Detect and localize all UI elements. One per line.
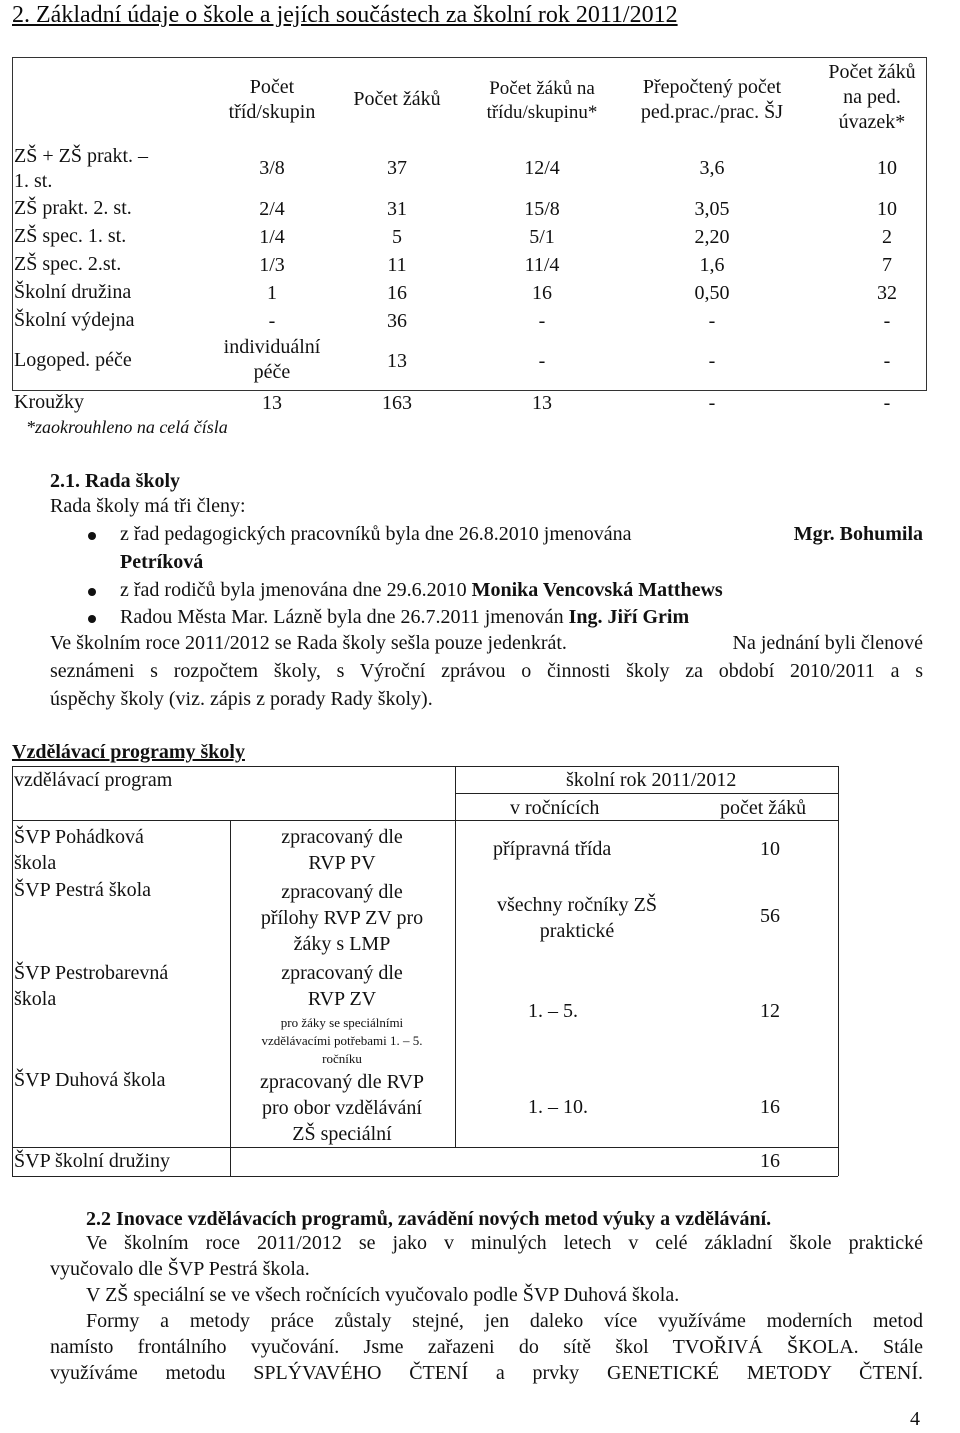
- inovace-line: Ve školním roce 2011/2012 se jako v minulých letech v celé základní škole praktické: [86, 1232, 923, 1254]
- program-count: 56: [760, 905, 780, 927]
- row-label: ZŠ prakt. 2. st.: [14, 197, 132, 219]
- program-count: 10: [760, 838, 780, 860]
- section-heading: 2. Základní údaje o škole a jejích součástech za školní rok 2011/2012: [12, 2, 678, 28]
- cell: 13: [387, 350, 407, 372]
- page-number: 4: [910, 1408, 920, 1430]
- inovace-line: namísto frontálního vyučování. Jsme zařazeni do sítě škol TVOŘIVÁ ŠKOLA. Stále: [50, 1336, 923, 1358]
- cell: 3,05: [694, 198, 730, 220]
- cell: 5: [392, 226, 402, 248]
- cell: -: [883, 350, 891, 372]
- header-pupils-per-class: Počet žáků na třídu/skupinu*: [486, 78, 598, 123]
- cell: 163: [382, 392, 412, 414]
- cell: 3/8: [259, 157, 285, 179]
- cell: -: [708, 350, 716, 372]
- rada-member-1: z řad pedagogických pracovníků byla dne 26.8.2010 jmenována Mgr. Bohumila: [120, 523, 923, 545]
- table-footnote: *zaokrouhleno na celá čísla: [26, 417, 228, 437]
- rada-paragraph-line: Ve školním roce 2011/2012 se Rada školy sešla pouze jedenkrát. Na jednání byli členové: [50, 632, 923, 654]
- header-fte: Přepočtený počet ped.prac./prac. ŠJ: [640, 76, 784, 123]
- rada-paragraph-line: úspěchy školy (viz. zápis z porady Rady školy).: [50, 688, 433, 710]
- cell: individuální péče: [223, 336, 321, 383]
- col-grades: v ročnících: [510, 797, 600, 819]
- program-basis-note: pro žáky se speciálními vzdělávacími potřebami 1. – 5. ročníku: [261, 1015, 423, 1067]
- cell: -: [538, 350, 546, 372]
- cell: 32: [877, 282, 897, 304]
- cell: 12/4: [524, 157, 560, 179]
- cell: 11/4: [524, 254, 560, 276]
- cell: 11: [387, 254, 407, 276]
- cell: -: [708, 310, 716, 332]
- cell: -: [708, 392, 716, 414]
- programs-title: Vzdělávací programy školy: [12, 741, 245, 763]
- row-label: Kroužky: [14, 391, 84, 413]
- cell: 1: [267, 282, 277, 304]
- row-label: Školní výdejna: [14, 309, 135, 331]
- col-program: vzdělávací program: [14, 769, 173, 791]
- cell: 2/4: [259, 198, 285, 220]
- inovace-line: využíváme metodu SPLÝVAVÉHO ČTENÍ a prvky GENETICKÉ METODY ČTENÍ.: [50, 1362, 923, 1384]
- inovace-line: V ZŠ speciální se ve všech ročnících vyučovalo podle ŠVP Duhová škola.: [86, 1284, 680, 1306]
- cell: -: [883, 310, 891, 332]
- program-grades: 1. – 10.: [528, 1096, 588, 1118]
- program-grades: přípravná třída: [493, 838, 612, 860]
- header-classes: Počet tříd/skupin: [228, 76, 316, 123]
- cell: -: [268, 310, 276, 332]
- bullet-icon: [88, 588, 96, 596]
- program-basis: zpracovaný dle přílohy RVP ZV pro žáky s LMP: [260, 881, 424, 955]
- cell: 31: [387, 198, 407, 220]
- row-label: ZŠ spec. 1. st.: [14, 225, 127, 247]
- inovace-line: Formy a metody práce zůstaly stejné, jen daleko více využíváme moderních metod: [86, 1310, 923, 1332]
- rada-title: 2.1. Rada školy: [50, 470, 181, 492]
- bullet-icon: [88, 615, 96, 623]
- rada-paragraph-line: seznámeni s rozpočtem školy, s Výroční zprávou o činnosti školy za období 2010/2011 a s: [50, 660, 923, 682]
- cell: 13: [532, 392, 552, 414]
- program-name: ŠVP Pestrobarevná škola: [14, 962, 169, 1010]
- cell: 15/8: [524, 198, 560, 220]
- cell: 3,6: [699, 157, 725, 179]
- rada-member-2: z řad rodičů byla jmenována dne 29.6.2010 Monika Vencovská Matthews: [120, 579, 723, 601]
- inovace-title: 2.2 Inovace vzdělávacích programů, zavádění nových metod výuky a vzdělávání.: [86, 1208, 772, 1230]
- cell: 1,6: [699, 254, 725, 276]
- cell: 1/4: [259, 226, 285, 248]
- cell: 1/3: [259, 254, 285, 276]
- row-label: Logoped. péče: [14, 349, 132, 371]
- school-stats-table: [12, 57, 927, 441]
- rada-member-1-cont: Petríková: [120, 551, 204, 573]
- cell: 2: [882, 226, 892, 248]
- cell: 37: [387, 157, 407, 179]
- cell: 5/1: [529, 226, 555, 248]
- program-basis: zpracovaný dle RVP PV: [281, 826, 403, 874]
- inovace-line: vyučovalo dle ŠVP Pestrá škola.: [50, 1258, 310, 1280]
- row-label: ZŠ + ZŠ prakt. – 1. st.: [14, 145, 149, 192]
- rada-member-3: Radou Města Mar. Lázně byla dne 26.7.2011 jmenován Ing. Jiří Grim: [120, 606, 690, 628]
- cell: 16: [532, 282, 552, 304]
- cell: 10: [877, 198, 897, 220]
- header-pupils: Počet žáků: [353, 88, 441, 110]
- rada-intro: Rada školy má tři členy:: [50, 495, 246, 517]
- cell: 7: [882, 254, 892, 276]
- cell: 16: [387, 282, 407, 304]
- program-basis: zpracovaný dle RVP ZV: [281, 962, 403, 1010]
- program-grades: 1. – 5.: [528, 1000, 578, 1022]
- cell: 0,50: [694, 282, 730, 304]
- program-name: ŠVP Duhová škola: [14, 1069, 166, 1091]
- cell: 2,20: [694, 226, 730, 248]
- col-count: počet žáků: [720, 797, 807, 819]
- cell: -: [538, 310, 546, 332]
- program-basis: zpracovaný dle RVP pro obor vzdělávání ZŠ speciální: [260, 1071, 424, 1145]
- program-grades: všechny ročníky ZŠ praktické: [497, 894, 657, 942]
- cell: -: [883, 392, 891, 414]
- row-label: Školní družina: [14, 281, 132, 303]
- cell: 13: [262, 392, 282, 414]
- program-name: ŠVP školní družiny: [14, 1150, 170, 1172]
- row-label: ZŠ spec. 2.st.: [14, 253, 122, 275]
- cell: 36: [387, 310, 407, 332]
- program-count: 12: [760, 1000, 780, 1022]
- bullet-icon: [88, 532, 96, 540]
- col-school-year: školní rok 2011/2012: [566, 769, 737, 791]
- cell: 10: [877, 157, 897, 179]
- program-name: ŠVP Pohádková škola: [14, 826, 144, 874]
- program-count: 16: [760, 1096, 780, 1118]
- program-name: ŠVP Pestrá škola: [14, 879, 152, 901]
- program-count: 16: [760, 1150, 780, 1172]
- header-pupils-per-teacher: Počet žáků na ped. úvazek*: [828, 61, 916, 133]
